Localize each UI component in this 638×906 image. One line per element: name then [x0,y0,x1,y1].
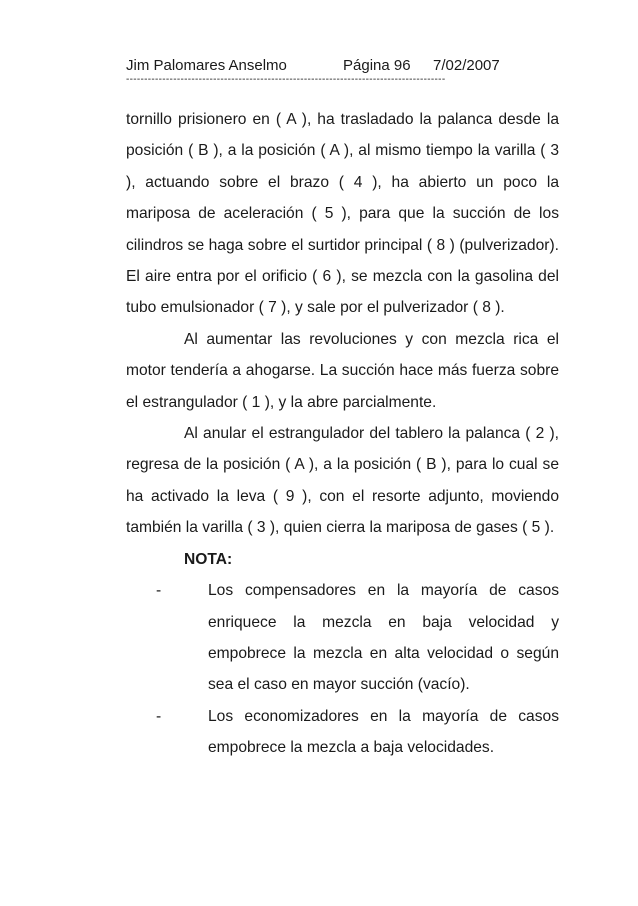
header-page-number: Página 96 [343,57,411,74]
note-bullet: - [156,582,162,600]
note-text: Los compensadores en la mayoría de casos enriquece la mezcla en baja velocidad y empobrece la mezcla en alta velocidad o según sea el caso en mayor succión (vacío). [208,582,559,694]
note-text: Los economizadores en la mayoría de casos empobrece la mezcla a baja velocidades. [208,707,559,757]
page-header [126,56,559,76]
note-item-2 [126,701,559,764]
note-bullet: - [156,707,162,725]
paragraph-3: Al anular el estrangulador del tablero la palanca ( 2 ), regresa de la posición ( A ), a la posición ( B ), para lo cual se ha activado la leva ( 9 ), con el resorte adjunto, moviendo también la varilla ( 3 ), quien cierra la mariposa de gases ( 5 ). [126,425,559,537]
paragraph-2: Al aumentar las revoluciones y con mezcla rica el motor tendería a ahogarse. La succión hace más fuerza sobre el estrangulador ( 1 ), y la abre parcialmente. [126,330,559,411]
document-body [126,104,559,764]
header-date: 7/02/2007 [433,57,500,74]
note-heading: NOTA: [184,550,233,568]
paragraph-1: tornillo prisionero en ( A ), ha trasladado la palanca desde la posición ( B ), a la posición ( A ), al mismo tiempo la varilla ( 3 ), actuando sobre el brazo ( 4 ), ha abierto un poco la mariposa de aceleración ( 5 ), para que la succión de los cilindros se haga sobre el surtidor principal ( 8 ) (pulverizador). El aire entra por el orificio ( 6 ), se mezcla con la gasolina del tubo emulsionador ( 7 ), y sale por el pulverizador ( 8 ). [126,111,559,317]
header-rule: ---------------------------------------------------------------------------------------- [126,74,446,85]
header-author: Jim Palomares Anselmo [126,57,287,74]
note-item-1 [126,575,559,701]
